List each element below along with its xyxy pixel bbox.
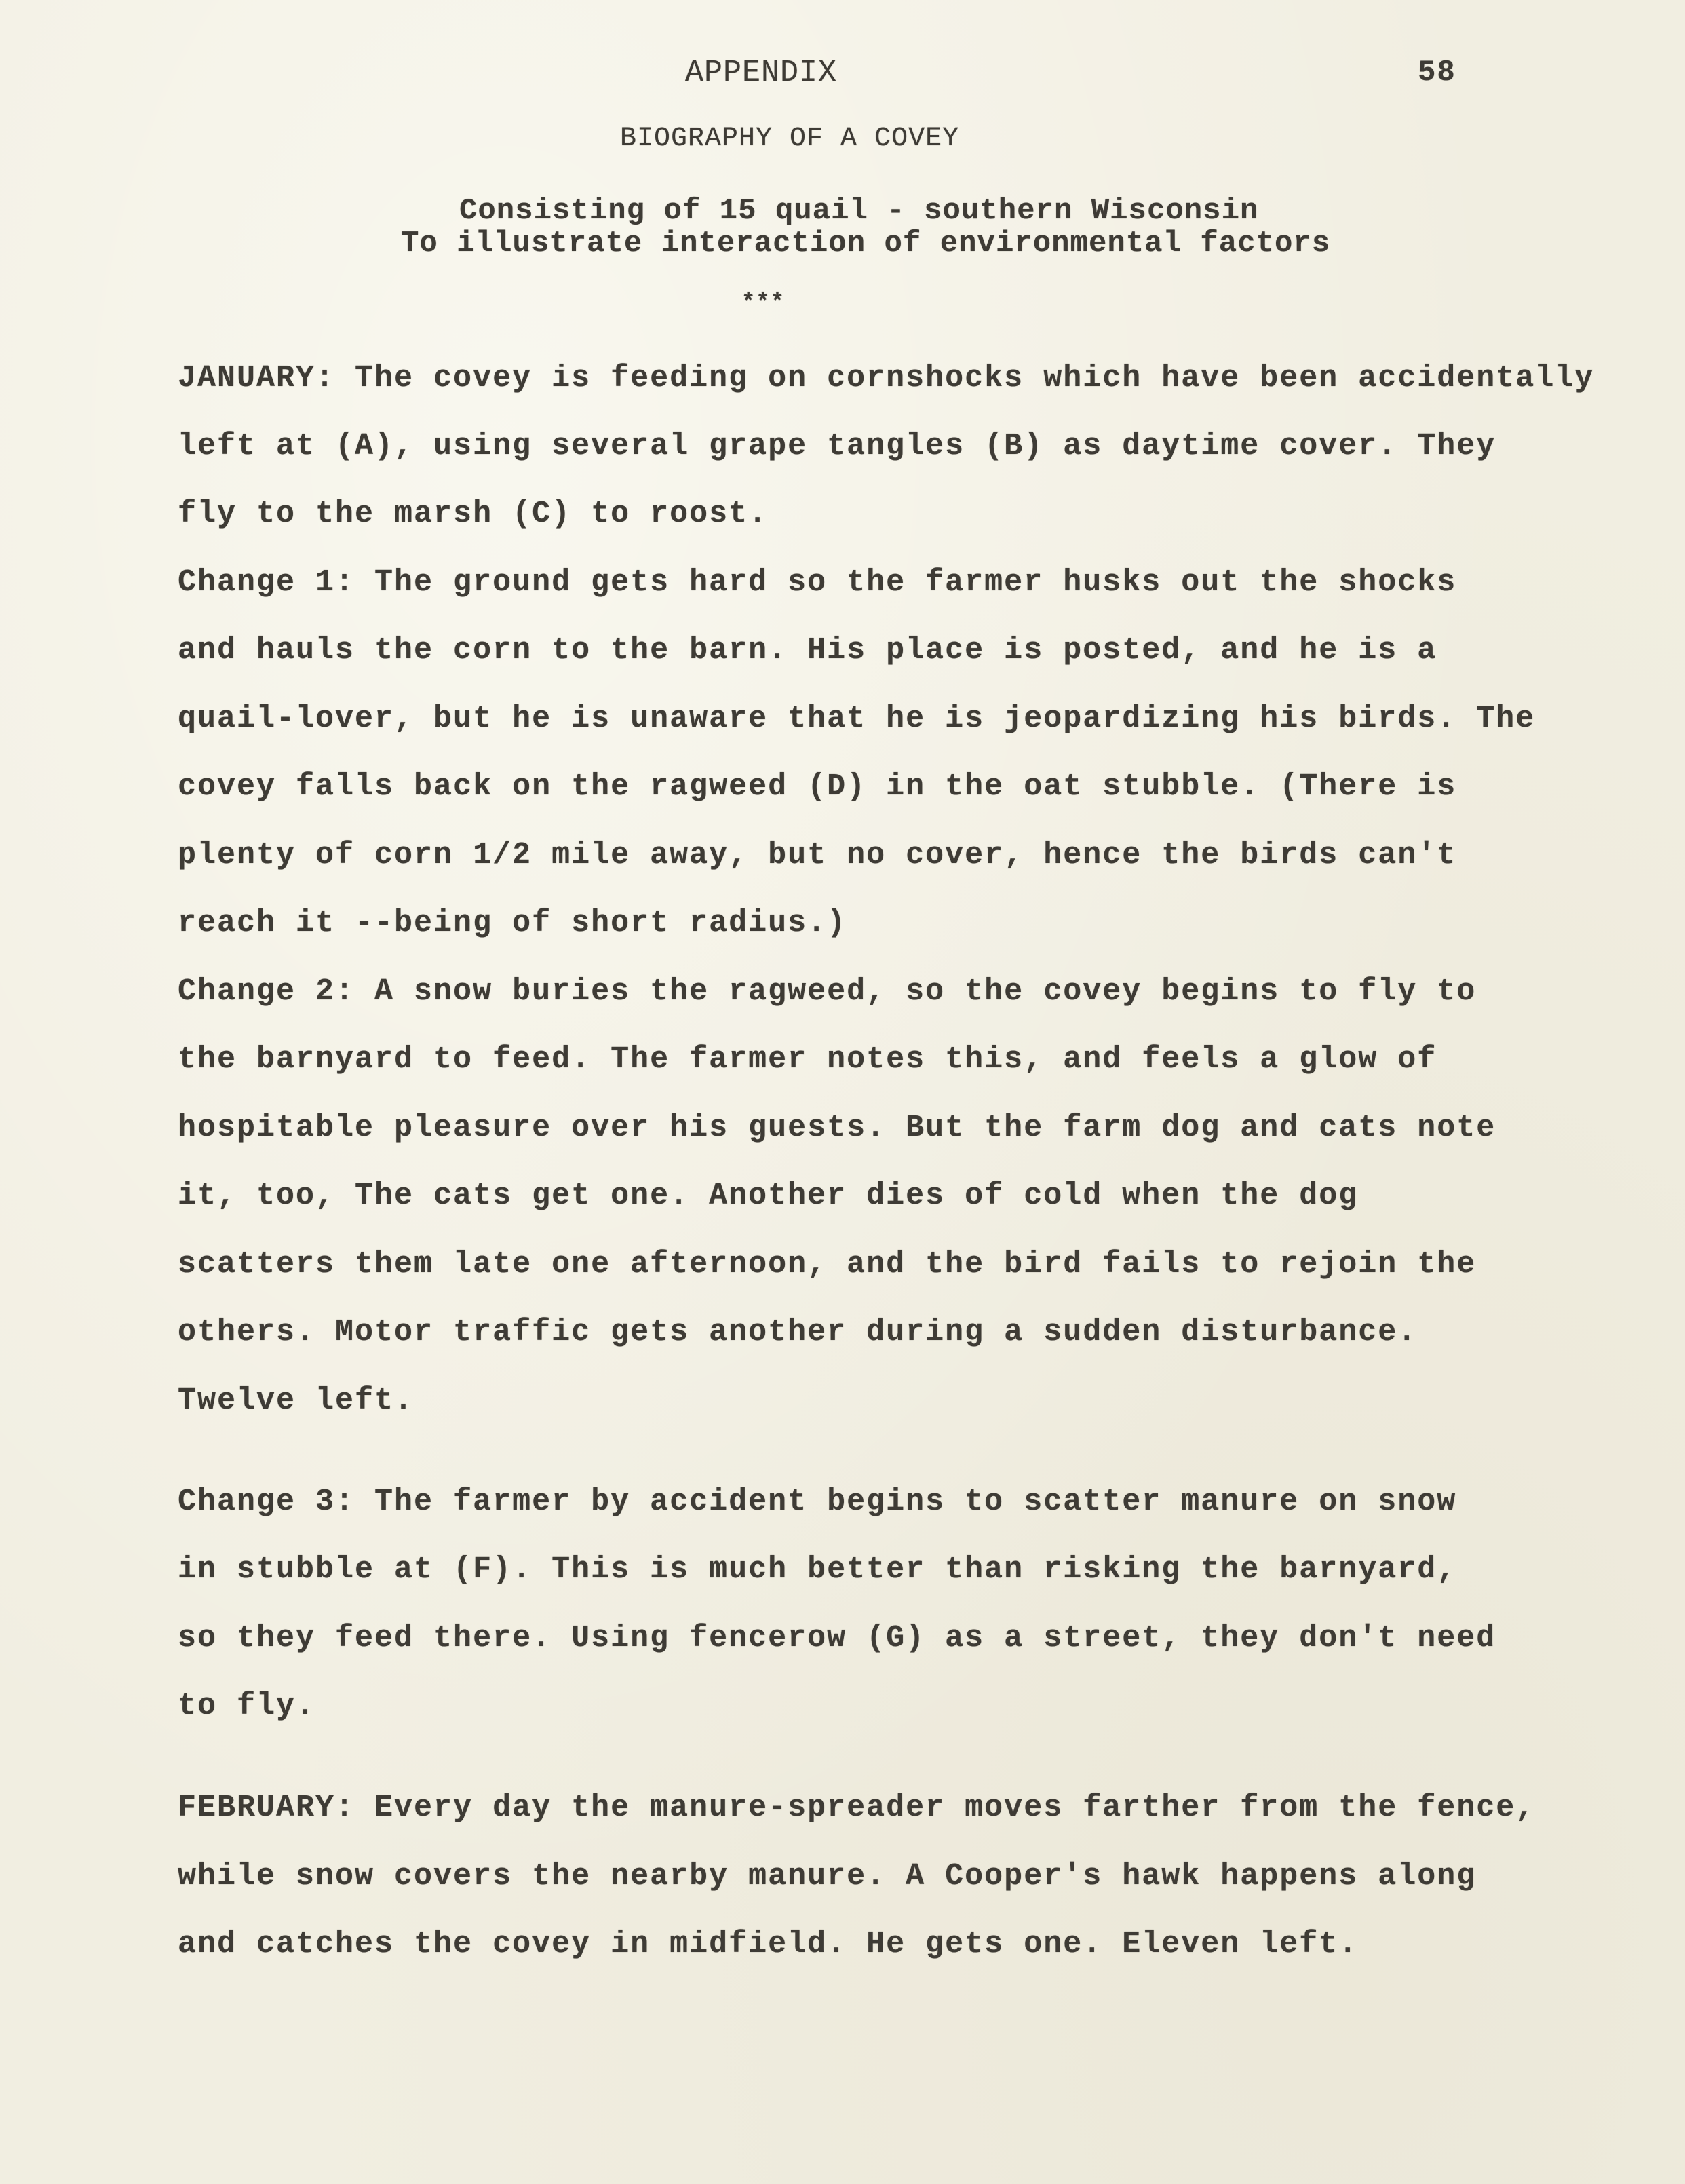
body-line: it, too, The cats get one. Another dies of cold when the dog	[178, 1179, 1359, 1213]
body-line: plenty of corn 1/2 mile away, but no cover, hence the birds can't	[178, 838, 1457, 873]
page-number: 58	[1418, 56, 1456, 90]
body-line: covey falls back on the ragweed (D) in the oat stubble. (There is	[178, 769, 1457, 804]
body-line: reach it --being of short radius.)	[178, 906, 847, 940]
subtitle-line-1: Consisting of 15 quail - southern Wisconsin	[459, 194, 1259, 228]
body-line: to fly.	[178, 1689, 316, 1723]
body-line: scatters them late one afternoon, and the bird fails to rejoin the	[178, 1247, 1477, 1282]
body-line: FEBRUARY: Every day the manure-spreader moves farther from the fence,	[178, 1790, 1536, 1825]
body-line: fly to the marsh (C) to roost.	[178, 497, 769, 531]
body-line: JANUARY: The covey is feeding on cornshocks which have been accidentally	[178, 361, 1595, 396]
body-line: left at (A), using several grape tangles (B) as daytime cover. They	[178, 429, 1496, 463]
body-line: Change 3: The farmer by accident begins to scatter manure on snow	[178, 1484, 1457, 1519]
body-line: Change 2: A snow buries the ragweed, so the covey begins to fly to	[178, 974, 1477, 1009]
body-line: Twelve left.	[178, 1383, 414, 1418]
header-title: APPENDIX	[685, 56, 838, 90]
subtitle-line-2: To illustrate interaction of environmental factors	[401, 227, 1331, 261]
body-line: the barnyard to feed. The farmer notes this, and feels a glow of	[178, 1042, 1437, 1077]
body-line: others. Motor traffic gets another during a sudden disturbance.	[178, 1315, 1418, 1349]
body-line: Change 1: The ground gets hard so the farmer husks out the shocks	[178, 565, 1457, 600]
body-line: so they feed there. Using fencerow (G) as a street, they don't need	[178, 1621, 1496, 1655]
body-line: while snow covers the nearby manure. A Cooper's hawk happens along	[178, 1859, 1477, 1894]
body-line: and catches the covey in midfield. He gets one. Eleven left.	[178, 1927, 1359, 1961]
body-line: hospitable pleasure over his guests. But the farm dog and cats note	[178, 1111, 1496, 1145]
body-line: and hauls the corn to the barn. His place is posted, and he is a	[178, 633, 1437, 668]
body-line: in stubble at (F). This is much better than risking the barnyard,	[178, 1552, 1457, 1587]
section-separator: ***	[741, 290, 786, 316]
document-title: BIOGRAPHY OF A COVEY	[620, 123, 960, 154]
body-line: quail-lover, but he is unaware that he is jeopardizing his birds. The	[178, 702, 1536, 736]
